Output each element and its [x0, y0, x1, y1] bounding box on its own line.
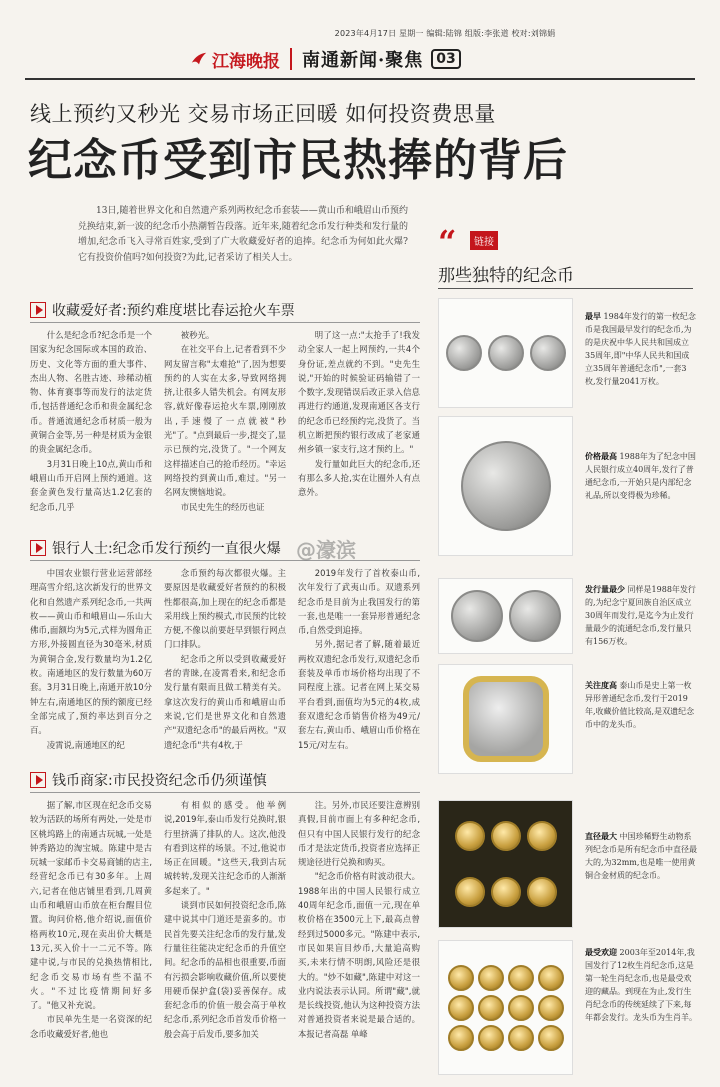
coin-icon: [508, 995, 534, 1021]
coin-icon: [448, 995, 474, 1021]
paper-name: 江海晚报: [212, 51, 280, 72]
coin-icon: [538, 1025, 564, 1051]
sidebar-item-text: 1984年发行的第一枚纪念币是我国最早发行的纪念币,为的是庆祝中华人民共和国成立35周年,即"中华人民共和国成立35周年普通纪念币",一套3枚,发行量2041万枚。: [585, 312, 696, 386]
section-header-dealers: [30, 770, 267, 790]
section-body-bankers: [30, 566, 420, 758]
sidebar-title: 那些独特的纪念币: [438, 266, 574, 286]
coin-grid: [448, 965, 564, 1051]
text-column: [164, 328, 286, 522]
paragraph: 注。另外,市民还要注意辨别真假,目前市面上有多种纪念币,但只有中国人民银行发行的纪念币才是法定货币,投资者应选择正规途径进行兑换和购买。: [298, 800, 420, 868]
sidebar-item-label: 关注度高: [585, 681, 617, 690]
text-column: [30, 798, 152, 1070]
text-column: [164, 798, 286, 1070]
sidebar-item-label: 直径最大: [585, 832, 617, 841]
coin-icon: [491, 821, 521, 851]
paragraph: 3月31日晚上10点,黄山币和峨眉山币开启网上预约通道。这套金黄色发行量高达1.2亿套的纪念币,几乎: [30, 458, 152, 512]
coin-icon: [455, 877, 485, 907]
section-divider: [30, 560, 420, 561]
play-triangle-icon: [30, 302, 46, 318]
paragraph: 凌霄说,南通地区的纪: [46, 739, 125, 750]
coin-icon: [527, 821, 557, 851]
coin-icon: [448, 1025, 474, 1051]
coin-icon: [461, 441, 551, 531]
play-triangle-icon: [30, 540, 46, 556]
paragraph: 纪念币之所以受到收藏爱好者的青睐,在凌霄看来,和纪念币发行量有限而且做工精美有关。拿这次发行的黄山币和峨眉山币来说,它们是世界文化和自然遗产"双遗纪念币"的最后两枚。"双遗纪念币"共有4枚,于: [164, 653, 286, 750]
section-divider: [30, 322, 420, 323]
sidebar-rule: [438, 288, 693, 289]
coin-photo-wildlife-set: [438, 800, 573, 928]
sidebar-item-text: 同样是1988年发行的,为纪念宁夏回族自治区成立30周年而发行,是迄今为止发行量最少的流通纪念币,发行量只有156万枚。: [585, 585, 696, 646]
sidebar-item: [585, 310, 697, 388]
sidebar-item: [585, 450, 697, 502]
sidebar-item-text: 泰山币是史上第一枚异形普通纪念币,发行于2019年,收藏价值比较高,是双遗纪念币中的龙头币。: [585, 681, 695, 729]
coin-photo-taishan: [438, 664, 573, 774]
coin-icon: [478, 965, 504, 991]
coin-icon: [530, 335, 566, 371]
coin-icon: [509, 590, 561, 642]
masthead-divider: [290, 48, 292, 70]
section-header-bankers: [30, 538, 281, 558]
sidebar-item-label: 最受欢迎: [585, 948, 617, 957]
masthead-rule: [25, 78, 695, 80]
section-header-collectors: [30, 300, 295, 320]
text-column: [30, 566, 152, 758]
paragraph: 谈到市民如何投资纪念币,陈建中说其中门道还是蛮多的。市民首先要关注纪念币的发行量,发行量往往能决定纪念币的升值空间。纪念币的品相也很重要,币面有污损会影响收藏价值,所以要使用硬币保护盒(袋)妥善保存。成套纪念币的价值一般会高于单枚纪念币,系列纪念币首发币价格一般会高于后发币,要多加关: [164, 900, 286, 1039]
sidebar-item: [585, 946, 697, 1024]
coin-icon: [508, 1025, 534, 1051]
section-title-text: 银行人士:纪念币发行预约一直很火爆: [52, 541, 281, 557]
paragraph: 据了解,市区现在纪念币交易较为活跃的场所有两处,一处是市区桃坞路上的南通古玩城,一处是钟秀路边的淘宝城。陈建中是古玩城一家邮币卡交易商铺的店主,经营纪念币已有30多年。上周六,记者在他店铺里看到,几周黄山币和峨眉山币放在柜台醒目位置。询问价格,他介绍说,面值价格两枚10元,现在卖出价大概是13元,买入价十一二元不等。陈建中说,与市民的兑换热情相比,纪念币交易市场有些不温不火。"不过比疫情期间好多了。"他又补充说。: [30, 800, 152, 1011]
paragraph: 市民史先生的经历也证: [180, 501, 265, 512]
sidebar-item-label: 发行量最少: [585, 585, 625, 594]
coin-icon: [538, 965, 564, 991]
coin-photo-zodiac-set: [438, 940, 573, 1075]
coin-icon: [538, 995, 564, 1021]
coin-icon: [455, 821, 485, 851]
paragraph: 被秒光。: [180, 330, 215, 340]
issue-meta-line: 2023年4月17日 星期一 编辑:陆锦 组版:李张道 校对:刘锦娟: [334, 29, 556, 38]
text-column: [30, 328, 152, 522]
paragraph: 有相似的感受。他举例说,2019年,泰山币发行兑换时,银行里挤满了排队的人。这次,他没有看到这样的场景。不过,他说市场正在回暖。"这些天,我到古玩城转转,发现关注纪念币的人渐渐多起来了。": [164, 800, 286, 896]
page-number: 03: [431, 49, 460, 69]
sidebar-item-label: 最早: [585, 312, 601, 321]
coin-icon: [446, 335, 482, 371]
section-title-text: 收藏爱好者:预约难度堪比春运抢火车票: [52, 303, 295, 319]
coin-photo-earliest: [438, 298, 573, 408]
text-column: [298, 328, 420, 522]
section-title-text: 钱币商家:市民投资纪念币仍须谨慎: [52, 773, 267, 789]
coin-icon: [527, 877, 557, 907]
logo-bird-icon: [190, 50, 208, 68]
watermark: @濠滨: [296, 538, 356, 562]
masthead: [190, 44, 690, 74]
sidebar-item-label: 价格最高: [585, 452, 617, 461]
sidebar-item: [585, 583, 697, 648]
coin-photo-lowest-issue: [438, 578, 573, 654]
text-column: [298, 566, 420, 758]
coin-icon: [448, 965, 474, 991]
sidebar-item-text: 中国珍稀野生动物系列纪念币是所有纪念币中直径最大的,为32mm,也是唯一使用黄铜合金材质的纪念币。: [585, 832, 697, 880]
paragraph: 发行量如此巨大的纪念币,还有那么多人抢,实在让圈外人有点意外。: [298, 458, 420, 498]
sidebar-item: [585, 830, 697, 882]
link-tag: 链接: [470, 231, 498, 250]
paper-logo: [190, 47, 280, 72]
section-body-dealers: [30, 798, 420, 1070]
text-column: [164, 566, 286, 758]
play-triangle-icon: [30, 772, 46, 788]
paragraph: 在社交平台上,记者看到不少网友留言称"太难抢"了,因为想要预约的人实在太多,导致网络拥挤,让很多人错失机会。有网友形容,就好像春运抢火车票,刚刚放出,手速慢了一点就被"秒光"了。"点到最后一步,提交了,显示已预约完,没货了。"一个网友这样描述自己的抢币经历。"幸运网络投约到黄山币,难过。"另一名网友懊恼地说。: [164, 344, 286, 498]
coin-icon: [451, 590, 503, 642]
paragraph: "纪念币价格有时波动很大。1988年出的中国人民银行成立40周年纪念币,面值一元,现在单枚价格在3500元上下,最高点曾经到过5000多元。"陈建中表示,市民如果盲目炒币,大量追高购买,未来行情不明朗,风险还是很大的。"炒不如藏",陈建中对这一业内说法表示认同。所谓"藏",就是长线投资,他认为这种投资方法对普通投资者来说是最合适的。本报记者高磊 单峰: [298, 871, 420, 1039]
paragraph: 市民单先生是一名资深的纪念币收藏爱好者,他也: [30, 1014, 152, 1039]
text-column: [298, 798, 420, 1070]
article-intro: 13日,随着世界文化和自然遗产系列两枚纪念币套装——黄山币和峨眉山币预约兑换结束,新一波的纪念币小热潮暂告段落。近年来,随着纪念币发行种类和发行量的增加,纪念币飞入寻常百姓家,受到了广大收藏爱好者的追捧。纪念币为何如此火爆?它有投资价值吗?如何投资?为此,记者采访了相关人士。: [78, 206, 408, 263]
coin-icon: [488, 335, 524, 371]
paragraph: 什么是纪念币?纪念币是一个国家为纪念国际或本国的政治、历史、文化等方面的重大事件、杰出人物、名胜古迹、珍稀动植物、体育赛事等而发行的法定货币,包括普通纪念币和贵金属纪念币。普通流通纪念币材质一般为黄铜合金等,另一种是材质为金银的贵金属纪念币。: [30, 330, 152, 455]
section-body-collectors: [30, 328, 420, 522]
paragraph: 中国农业银行营业运营部经理高雪介绍,这次新发行的世界文化和自然遗产系列纪念币,一共两枚——黄山币和峨眉山—乐山大佛币,面额均为5元,式样为圆角正方形,外接圆直径为30毫米,材质为黄铜合金,发行数量均为1.2亿枚。南通地区的发行数量为60万套。3月31日晚上,南通开放10分钟左右,南通地区的预约额度已经全部完成了,预约率达到百分之百。: [30, 568, 152, 736]
sidebar-item-text: 1988年为了纪念中国人民银行成立40周年,发行了普通纪念币,一开始只是内部纪念礼品,所以变得极为珍稀。: [585, 452, 696, 500]
coin-icon: [508, 965, 534, 991]
subheadline: 线上预约又秒光 交易市场正回暖 如何投资费思量: [30, 102, 496, 126]
headline: 纪念币受到市民热捧的背后: [28, 135, 568, 186]
coin-icon: [491, 877, 521, 907]
paragraph: 另外,据记者了解,随着最近两枚双遗纪念币发行,双遗纪念币套装及单币市场价格均出现了不同程度上涨。记者在网上某交易平台看到,面值均为5元的4枚,成套双遗纪念币销售价格为49元/套左右,黄山币、峨眉山币价格在15元/对左右。: [298, 639, 420, 750]
paragraph: 明了这一点:"太抢手了!我发动全家人一起上网预约,一共4个身份证,差点就约不到。"史先生说,"开始的时候验证码输错了一个数字,发现错误后改正录入信息再进行约通道,发现南通区各支行的纪念币已经预约完,没货了。当机立断把预约银行改成了老家通州乡镇一家支行,这才预约上。": [298, 330, 420, 455]
coin-icon: [478, 995, 504, 1021]
coin-icon: [463, 676, 549, 762]
section-title: 南通新闻·聚焦: [302, 50, 424, 71]
coin-icon: [478, 1025, 504, 1051]
quote-mark-icon: “: [438, 223, 457, 261]
paragraph: 念币预约每次都很火爆。主要原因是收藏爱好者预约的积极性都很高,加上现在的纪念币都是采用线上预约模式,市民预约比较方便,不像以前要赶早到银行网点门口排队。: [164, 568, 286, 650]
coin-photo-highest-price: [438, 416, 573, 556]
sidebar-item: [585, 679, 697, 731]
paragraph: 2019年发行了首枚泰山币,次年发行了武夷山币。双遗系列纪念币是目前为止我国发行的第一套,也是唯一一套异形普通纪念币,自然受到追捧。: [298, 568, 420, 636]
section-divider: [30, 792, 420, 793]
sidebar-item-text: 2003年至2014年,我国发行了12枚生肖纪念币,这是第一轮生肖纪念币,也是最受欢迎的藏品。到现在为止,发行生肖纪念币的传统延续了下来,每年都会发行。龙头币为生肖羊。: [585, 948, 697, 1022]
